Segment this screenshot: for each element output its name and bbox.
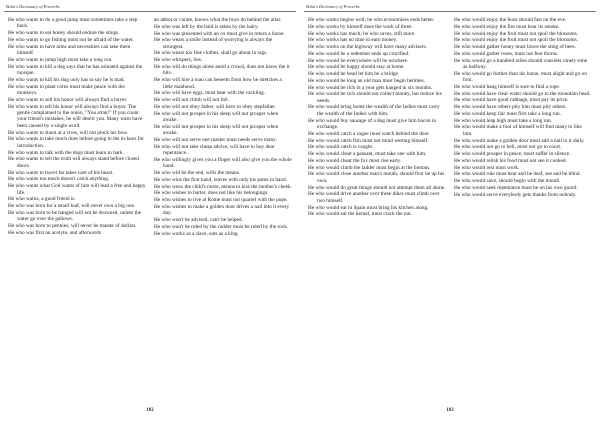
proverb-entry: He who would cheat the fox must rise early. [308,157,402,164]
column-right [450,17,596,409]
page-number: 182 [146,408,154,413]
proverb-entry: He who was left by the bald is taken by the hairy. [154,23,259,30]
page-number: 183 [446,408,454,413]
proverb-entry: He who wants too much doesn't catch anything. [8,176,110,183]
proverb-entry: He who wishes to make a golden door drives a nail into it every day. [154,203,290,217]
proverb-entry: He who would gather roses, must not fear thorns. [454,50,559,57]
proverb-entry: He who wants to sell his honor will always find a buyer. [8,96,128,103]
proverb-entry: He who wants to kill a dog says that he has urinated against the mosque. [8,63,143,77]
proverb-entry: He who would drive another over three dikes must climb over two himself. [308,191,440,204]
proverb-entry: He who would buy sausage of a dog must give him bacon in exchange. [308,117,436,131]
header-rule [4,11,296,12]
proverb-entry: He who won't be advised, can't be helped. [154,217,243,224]
column-left [4,17,150,409]
proverb-entry: He who wants to jump high must take a long run. [8,56,113,63]
proverb-entry: He who would be long an old man must begin betimes. [308,77,425,84]
proverb-entry: He who will not climb will not fall. [154,97,230,104]
proverb-entry: He who would rule must hear and be deaf, see and be blind. [454,171,581,178]
proverb-entry: He who would seek repentance must be on his own guard. [454,184,578,191]
proverb-entry: He who wants to tell his honor will always find a buyer. The gentle complained to the onion, "You stink!" If you count your friend's mistakes, he will desert you. Many warn have been caused by a single word. [8,103,143,129]
running-head: Bohn's Dictionary of Proverbs [6,4,60,9]
proverb-entry: He who works has much; he who saves, still more. [308,30,416,37]
proverb-entry: He who wins the first hand, leaves with only his pants in hand. [154,176,287,183]
proverb-entry: He who would enjoy the feast should fast on the eve. [454,17,567,23]
proverb-entry: He who would be everywhere will be nowhere. [308,57,409,64]
proverb-entry: He who wants to go fishing must not be afraid of the water. [8,36,134,43]
proverb-entry: He who wants to shoot at a crow, will not pluck his bow. [8,129,128,136]
proverb-entry: He who would enjoy the fruit must not spoil the blossoms. [454,37,579,44]
proverb-entry: He who wants to have arms and necessities can take them himself. [8,43,131,57]
proverb-entry: He who will not prosper in his sleep will not prosper when awake. [154,110,279,124]
proverb-entry: He who wants to kill his dog only has to say he is mad. [8,76,125,83]
right-page [304,0,596,424]
proverb-entry: He who will not obey father, will have to obey stepfather. [154,103,276,110]
proverb-entry: He who works on the highway will have many advisers. [308,44,427,50]
proverb-entry: He who wishes to live at Rome must not quarrel with the pope. [154,197,288,204]
proverb-entry: He who would go further than his horse, must alight and go on foot. [454,70,587,84]
proverb-entry: He who would bring home the wealth of the Indies must carry the wealth of the Indies with him. [308,104,440,117]
columns [304,17,596,409]
proverb-entry: He who would have others pity him must pity others. [454,104,567,111]
columns [4,17,296,409]
proverb-entry: He who would cheat a peasant, must take one with him. [308,151,427,158]
proverb-entry: He who was born to be hanged will not be drowned, unless the water go over the gallows. [8,209,142,223]
proverb-entry: He who won't be ruled by the rudder must be ruled by the rock. [154,223,289,230]
proverb-entry: He who wants to take much does before going to the in-laws for introduction. [8,136,144,149]
left-page [4,0,296,424]
proverb-entry: He who willingly gives you a finger will also give you the whole hand. [154,156,292,170]
proverb-entry: He who was presented with an ox must give in return a horse. [154,30,285,37]
proverb-entry: He who was born to pennies, will never be master of dollars. [8,222,137,229]
proverb-entry: He who whispers, lies. [154,57,203,64]
proverb-entry: He who wants to eat honey should endure the stings. [8,30,120,37]
proverb-entry: He who wants to talk with the dogs must learn to bark. [8,149,124,156]
proverb-entry: an abbot or curate, knows what the boys do behind the altar. [154,17,282,23]
proverb-entry: He who would have good cabbage, must pay its price. [454,97,569,104]
header-rule [304,11,596,12]
proverb-entry: He who was first an acolyte, and afterwards [8,229,101,236]
proverb-entry: He who warns, a good friend is. [8,196,76,203]
proverb-entry: He who would relish his food must not see it cooked. [454,157,567,164]
proverb-entry: He who would be rich should not collect money, but reduce his needs. [308,91,442,104]
proverb-entry: He who would catch is caught. [308,144,374,151]
proverb-entry: He who would serve everybody gets thanks from nobody. [454,191,577,198]
proverb-entry: He who wants to do a good jump must sometimes take a step back. [8,17,138,30]
proverb-entry: He who would have clear water should go to the mountain head. [454,90,591,97]
proverb-entry: He who would be happy should stay at home. [308,64,405,71]
proverb-entry: He who would make a golden door must add a nail to it daily. [454,137,585,144]
proverb-entry: He who would be head let him be a bridge. [308,71,400,77]
proverb-entry: He who would climb the ladder must begin at the bottom. [308,164,431,171]
proverb-entry: He who works by himself does the work of three. [308,23,413,30]
proverb-entry: He who wishes to barter, does not like his belongings. [154,190,269,197]
proverb-entry: He who will hire a man can beseem from how he stretches a little manhood. [154,77,282,90]
proverb-entry: He who woos the child's nurse, means to kiss the mother's cheek. [154,183,292,190]
proverb-entry: He who would not go to hell, must not go to court. [454,144,562,151]
proverb-entry: He who would be a redeemer ends up crucified. [308,50,410,57]
proverb-entry: He who will be the end, wills the means. [154,170,241,177]
proverb-entry: He who will have eggs, must bear with the cackling. [154,90,266,97]
running-head: Bohn's Dictionary of Proverbs [306,4,360,9]
proverb-entry: He who would enjoy the fire must bear its smoke. [454,23,560,30]
proverb-entry: He who would go a hundred miles should consider ninety-nine as halfway. [454,57,588,70]
proverb-entry: He who would eat in Spain must bring his kitchen along. [308,204,429,211]
proverb-entry: He who wants to travel far takes care of his beast. [8,169,114,176]
column-left [304,17,450,409]
proverb-entry: He who wears a smile instead of worrying is always the strongest. [154,37,273,50]
proverb-entry: He who will not prosper in his sleep will not prosper when awake. [154,123,279,137]
proverb-entry: He who will do things alone amid a crowd, does not know the it hits. [154,63,290,77]
proverb-entry: He who will not serve one master must needs serve many. [154,137,277,144]
proverb-entry: He who wants to tell the truth will always stand before closed doors. [8,156,139,169]
proverb-entry: He who would rest must work. [454,164,520,171]
column-right [150,17,296,409]
proverb-entry: He who wears too fine clothes, shall go about in rags. [154,50,268,57]
proverb-entry: He who would close another man's mouth, should first tie up his own. [308,171,445,184]
proverb-entry: He who would make a fool of himself will find many to like him. [454,124,582,137]
proverb-entry: He who would enjoy the fruit must not spoil the blossoms. [454,30,579,37]
proverb-entry: He who would eat the kernel, must crack the nut. [308,211,412,218]
proverb-entry: He who wants to plant corns must make peace with the monkeys. [8,83,125,97]
proverb-entry: He who wants what God wants of him will lead a free and happy life. [8,183,146,196]
proverb-entry: He who would gather honey must brave the sting of bees. [454,44,576,50]
proverb-entry: He who would be rich in a year gets hanged in six months. [308,84,433,91]
proverb-entry: He who would do great things should not attempt them all alone. [308,184,446,191]
proverb-entry: He who would prosper in peace, must suffer in silence. [454,151,571,158]
proverb-entry: He who works begins well; he who economises ends better. [308,17,435,23]
proverb-entry: He who would keep fair must first take a long run. [454,110,561,117]
proverb-entry: He who will not take cheap advice, will have to buy dear repentance. [154,143,275,157]
proverb-entry: He who would leap high must take a long run. [454,117,552,124]
proverb-entry: He who works has no time to earn money. [308,37,398,44]
proverb-entry: He who was born for a small loaf, will never own a big one. [8,203,136,210]
proverb-entry: He who would hang himself is sure to find a rope. [454,83,561,90]
proverb-entry: He who would save, should begin with the mouth. [454,178,561,185]
proverb-entry: He who would catch fish must not mind wetting himself. [308,137,429,144]
proverb-entry: He who works as a slave, eats as a king. [154,230,239,237]
proverb-entry: He who would catch a rogue must watch behind the door. [308,130,430,137]
